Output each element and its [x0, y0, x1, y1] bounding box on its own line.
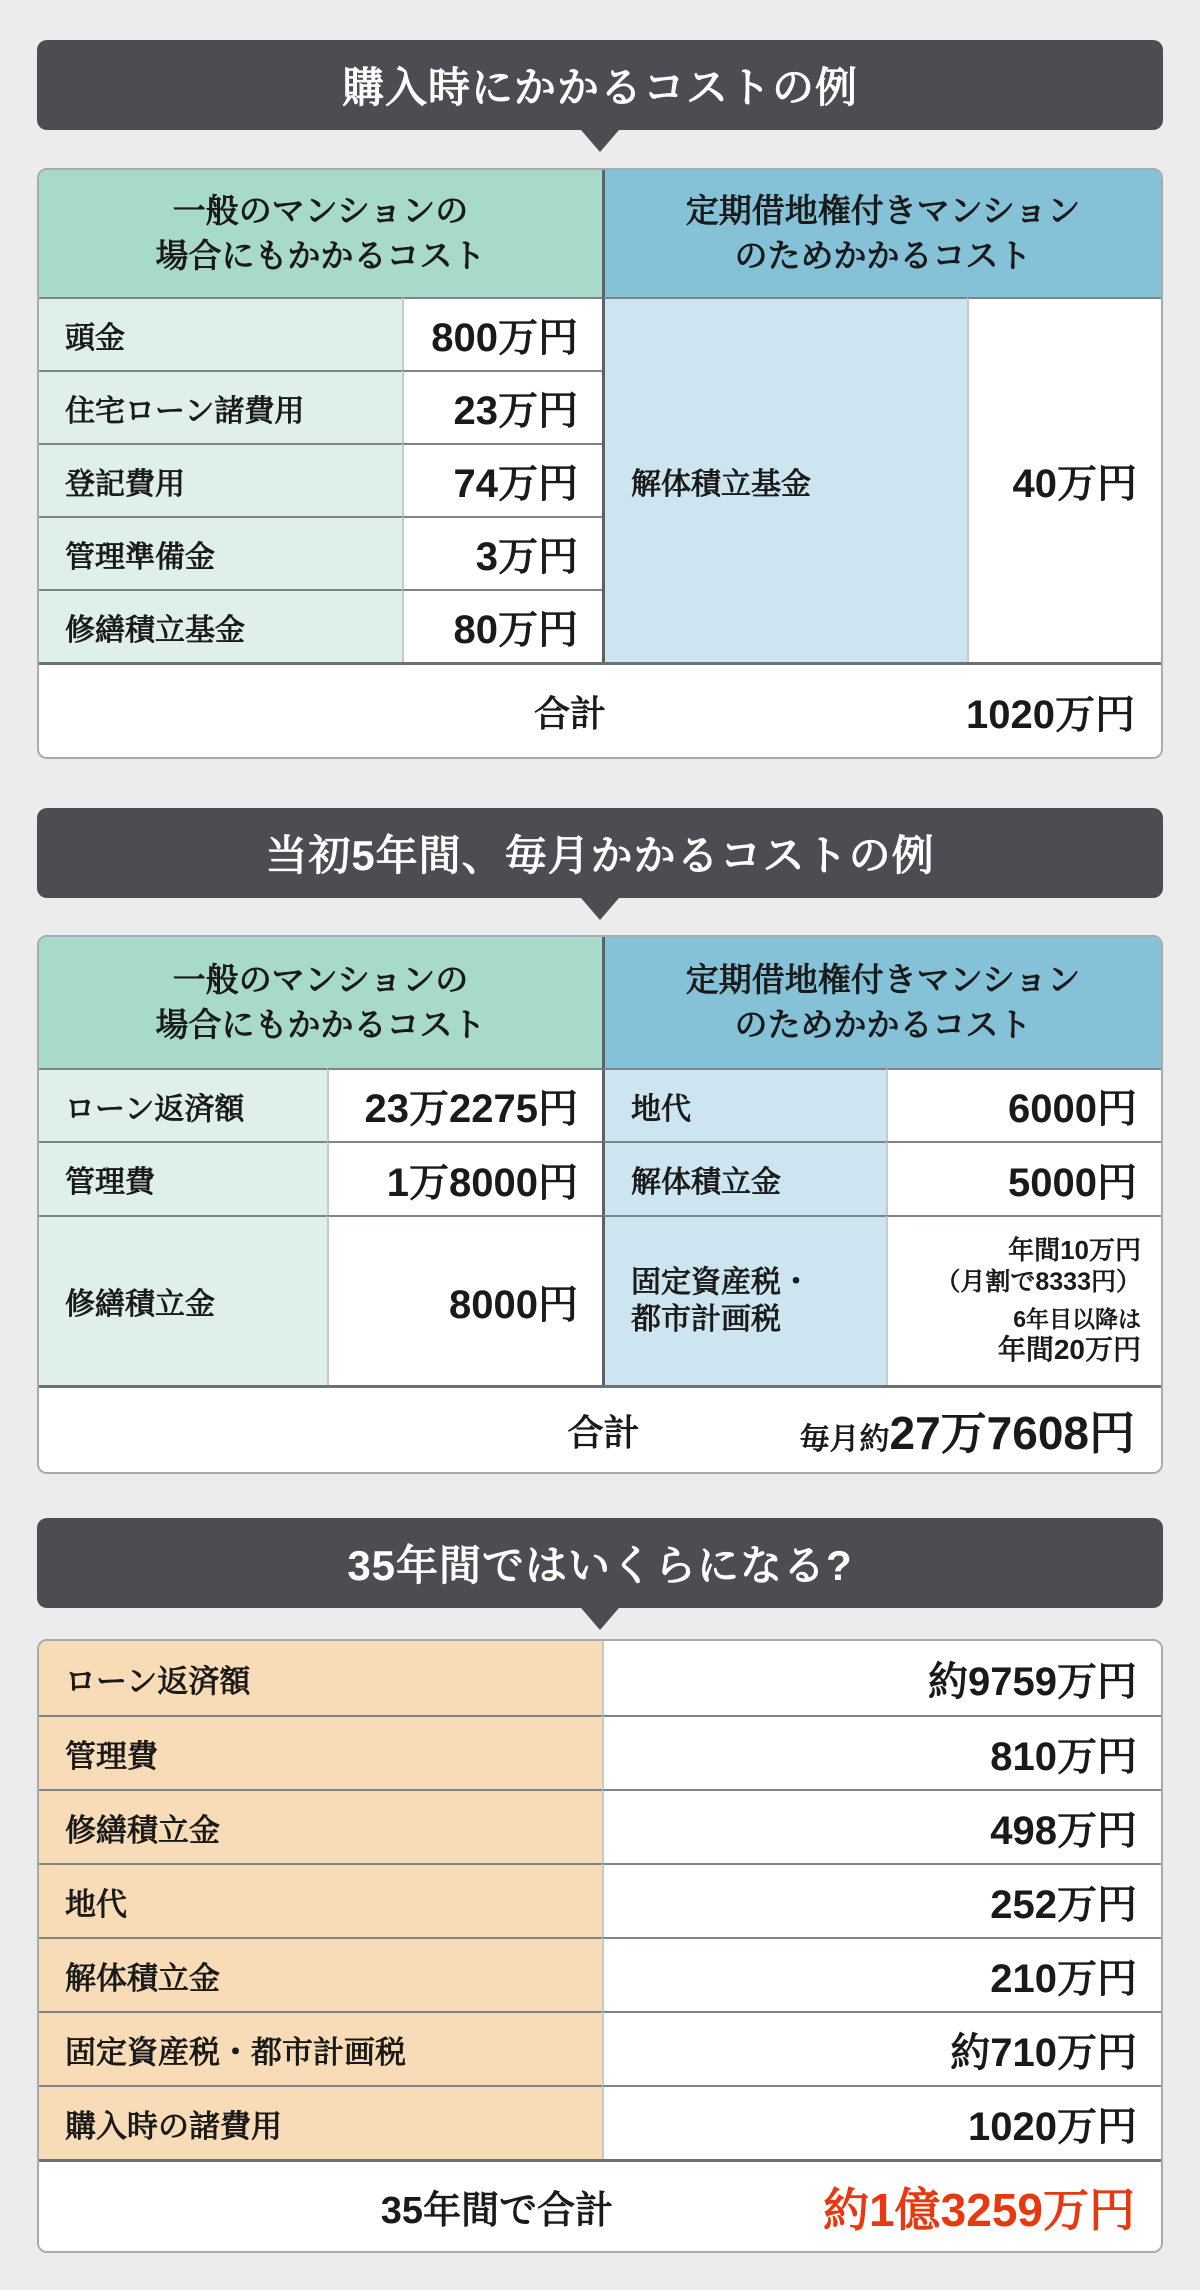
grand-total-label: 35年間で合計 — [380, 2190, 614, 2232]
row-value-land-rent: 6000円 — [886, 1068, 1161, 1141]
row-value-property-tax: 年間10万円 （月割で8333円） 6年目以降は 年間20万円 — [886, 1215, 1161, 1385]
total-label: 合計 — [534, 692, 607, 734]
row-label-property-tax: 固定資産税・都市計画税 — [39, 2011, 602, 2085]
arrow-down-notch — [581, 1608, 619, 1630]
row-value-demolition-reserve: 210万円 — [602, 1937, 1161, 2011]
section-title: 当初5年間、毎月かかるコストの例 — [265, 832, 935, 879]
row-label-down-payment: 頭金 — [39, 297, 402, 370]
total-value: 1020万円 — [966, 692, 1135, 737]
section-title: 購入時にかかるコストの例 — [341, 64, 858, 111]
row-value-management-fee: 1万8000円 — [327, 1141, 602, 1215]
row-label-demolition-fund: 解体積立基金 — [602, 297, 967, 662]
row-label-repair-reserve: 修繕積立金 — [39, 1789, 602, 1863]
monthly-total-row — [39, 1385, 1161, 1472]
row-label-registration: 登記費用 — [39, 443, 402, 516]
row-label-purchase-expenses: 購入時の諸費用 — [39, 2085, 602, 2159]
row-label-repair-reserve: 修繕積立金 — [39, 1215, 327, 1385]
column-header-general-condo — [39, 937, 602, 1068]
row-label-loan-repayment: ローン返済額 — [39, 1068, 327, 1141]
row-value-management-fee: 810万円 — [602, 1715, 1161, 1789]
column-header-line: のためかかるコスト — [734, 1005, 1032, 1043]
column-header-line: 一般のマンションの — [172, 961, 469, 999]
column-header-line: 場合にもかかるコスト — [155, 1005, 486, 1043]
row-label-management-fee: 管理費 — [39, 1141, 327, 1215]
row-value-demolition-reserve: 5000円 — [886, 1141, 1161, 1215]
total-label: 合計 — [567, 1411, 640, 1453]
row-value-down-payment: 800万円 — [402, 297, 602, 370]
total-35year-table — [37, 1639, 1163, 2253]
row-label-repair-fund: 修繕積立基金 — [39, 589, 402, 662]
row-value-loan-repayment: 23万2275円 — [327, 1068, 602, 1141]
row-label-management-fee: 管理費 — [39, 1715, 602, 1789]
column-header-line: 一般のマンションの — [172, 192, 469, 230]
column-header-line: 定期借地権付きマンション — [685, 961, 1081, 999]
column-header-line: のためかかるコスト — [734, 236, 1032, 274]
column-header-line: 定期借地権付きマンション — [685, 192, 1081, 230]
grand-total-value: 約1億3259万円 — [823, 2183, 1135, 2236]
row-label-mgmt-reserve: 管理準備金 — [39, 516, 402, 589]
section-header-35year-costs — [37, 1518, 1163, 1608]
column-header-leasehold-condo — [602, 170, 1161, 297]
row-value-loan-repayment: 約9759万円 — [602, 1641, 1161, 1715]
purchase-costs-table — [37, 168, 1163, 759]
column-header-leasehold-condo — [602, 937, 1161, 1068]
row-label-land-rent: 地代 — [602, 1068, 886, 1141]
row-value-repair-reserve: 498万円 — [602, 1789, 1161, 1863]
row-value-registration: 74万円 — [402, 443, 602, 516]
row-value-demolition-fund: 40万円 — [967, 297, 1161, 662]
monthly-costs-table — [37, 935, 1163, 1474]
total-value: 毎月約 27万7608円 — [799, 1407, 1135, 1459]
section-title: 35年間ではいくらになる? — [347, 1542, 853, 1589]
row-label-land-rent: 地代 — [39, 1863, 602, 1937]
column-header-line: 場合にもかかるコスト — [155, 236, 486, 274]
row-label-loan-repayment: ローン返済額 — [39, 1641, 602, 1715]
purchase-total-row — [39, 662, 1161, 757]
row-value-loan-fees: 23万円 — [402, 370, 602, 443]
section-header-monthly-costs — [37, 808, 1163, 898]
row-label-property-tax: 固定資産税・ 都市計画税 — [602, 1215, 886, 1385]
arrow-down-notch — [581, 130, 619, 152]
grand-total-row — [39, 2159, 1161, 2251]
row-value-repair-reserve: 8000円 — [327, 1215, 602, 1385]
row-value-purchase-expenses: 1020万円 — [602, 2085, 1161, 2159]
section-header-purchase-costs — [37, 40, 1163, 130]
row-label-demolition-reserve: 解体積立金 — [39, 1937, 602, 2011]
arrow-down-notch — [581, 898, 619, 920]
row-value-property-tax: 約710万円 — [602, 2011, 1161, 2085]
column-header-general-condo — [39, 170, 602, 297]
row-value-land-rent: 252万円 — [602, 1863, 1161, 1937]
row-label-demolition-reserve: 解体積立金 — [602, 1141, 886, 1215]
row-value-mgmt-reserve: 3万円 — [402, 516, 602, 589]
row-value-repair-fund: 80万円 — [402, 589, 602, 662]
row-label-loan-fees: 住宅ローン諸費用 — [39, 370, 402, 443]
